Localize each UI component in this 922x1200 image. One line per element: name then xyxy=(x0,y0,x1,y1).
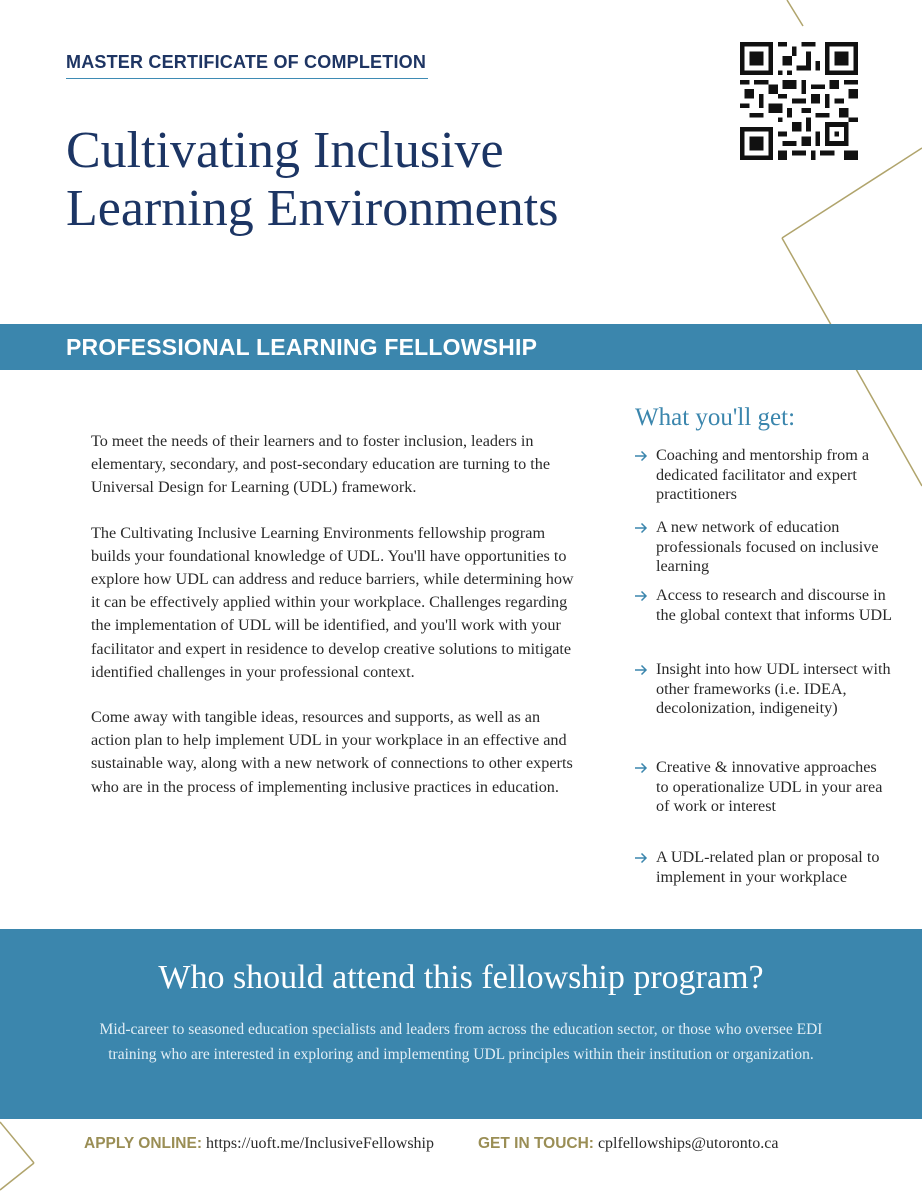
contact-label: GET IN TOUCH: xyxy=(477,1135,594,1152)
benefits-heading: What you'll get: xyxy=(635,404,796,431)
arrow-right-icon xyxy=(634,450,648,462)
contact-footer xyxy=(84,1135,884,1153)
intro-paragraph-2: The Cultivating Inclusive Learning Environments fellowship program builds your foundational knowledge of UDL. You'll have opportunities to explore how UDL can address and reduce barriers, while determining how it can be effectively applied within your workplace. Challenges regarding the implementation of UDL will be identified, and you'll work with your facilitator and expert in residence to develop creative solutions to mitigate identified challenges in your professional context. xyxy=(91,523,574,681)
section-banner xyxy=(0,324,922,370)
banner-title: PROFESSIONAL LEARNING FELLOWSHIP xyxy=(66,334,538,360)
arrow-right-icon xyxy=(634,590,648,602)
benefit-text: A new network of education professionals focused on inclusive learning xyxy=(656,518,879,575)
qr-code-icon[interactable] xyxy=(740,42,858,160)
arrow-right-icon xyxy=(634,664,648,676)
title-line-1: Cultivating Inclusive xyxy=(66,122,504,179)
apply-label: APPLY ONLINE: xyxy=(84,1135,202,1152)
apply-link[interactable]: https://uoft.me/InclusiveFellowship xyxy=(206,1135,434,1152)
arrow-right-icon xyxy=(634,762,648,774)
audience-description: Mid-career to seasoned education specialists and leaders from across the education sector, or those who oversee EDI training who are interested in exploring and implementing UDL principles within their institution or organization. xyxy=(99,1021,823,1063)
page-title xyxy=(66,122,558,238)
contact-email-link[interactable]: cplfellowships@utoronto.ca xyxy=(597,1135,779,1152)
benefit-text: Insight into how UDL intersect with other frameworks (i.e. IDEA, decolonization, indigeneity) xyxy=(656,660,891,717)
benefit-text: Creative & innovative approaches to operationalize UDL in your area of work or interest xyxy=(656,758,883,815)
benefit-text: A UDL-related plan or proposal to implement in your workplace xyxy=(656,848,880,886)
intro-paragraph-1: To meet the needs of their learners and to foster inclusion, leaders in elementary, secondary, and post-secondary education are turning to the Universal Design for Learning (UDL) framework. xyxy=(91,432,551,497)
audience-title: Who should attend this fellowship program? xyxy=(158,959,764,996)
certificate-kicker: MASTER CERTIFICATE OF COMPLETION xyxy=(66,52,427,72)
title-line-2: Learning Environments xyxy=(66,180,559,237)
audience-section xyxy=(0,929,922,1119)
benefit-text: Coaching and mentorship from a dedicated facilitator and expert practitioners xyxy=(656,446,870,503)
intro-paragraph-3: Come away with tangible ideas, resources and supports, as well as an action plan to help implement UDL in your workplace in an effective and sustainable way, along with a new network of connections to other experts who are in the process of implementing inclusive practices in education. xyxy=(91,708,573,796)
arrow-right-icon xyxy=(634,522,648,534)
program-description xyxy=(91,430,581,821)
kicker-underline xyxy=(66,78,428,79)
benefit-text: Access to research and discourse in the global context that informs UDL xyxy=(656,586,893,624)
arrow-right-icon xyxy=(634,852,648,864)
